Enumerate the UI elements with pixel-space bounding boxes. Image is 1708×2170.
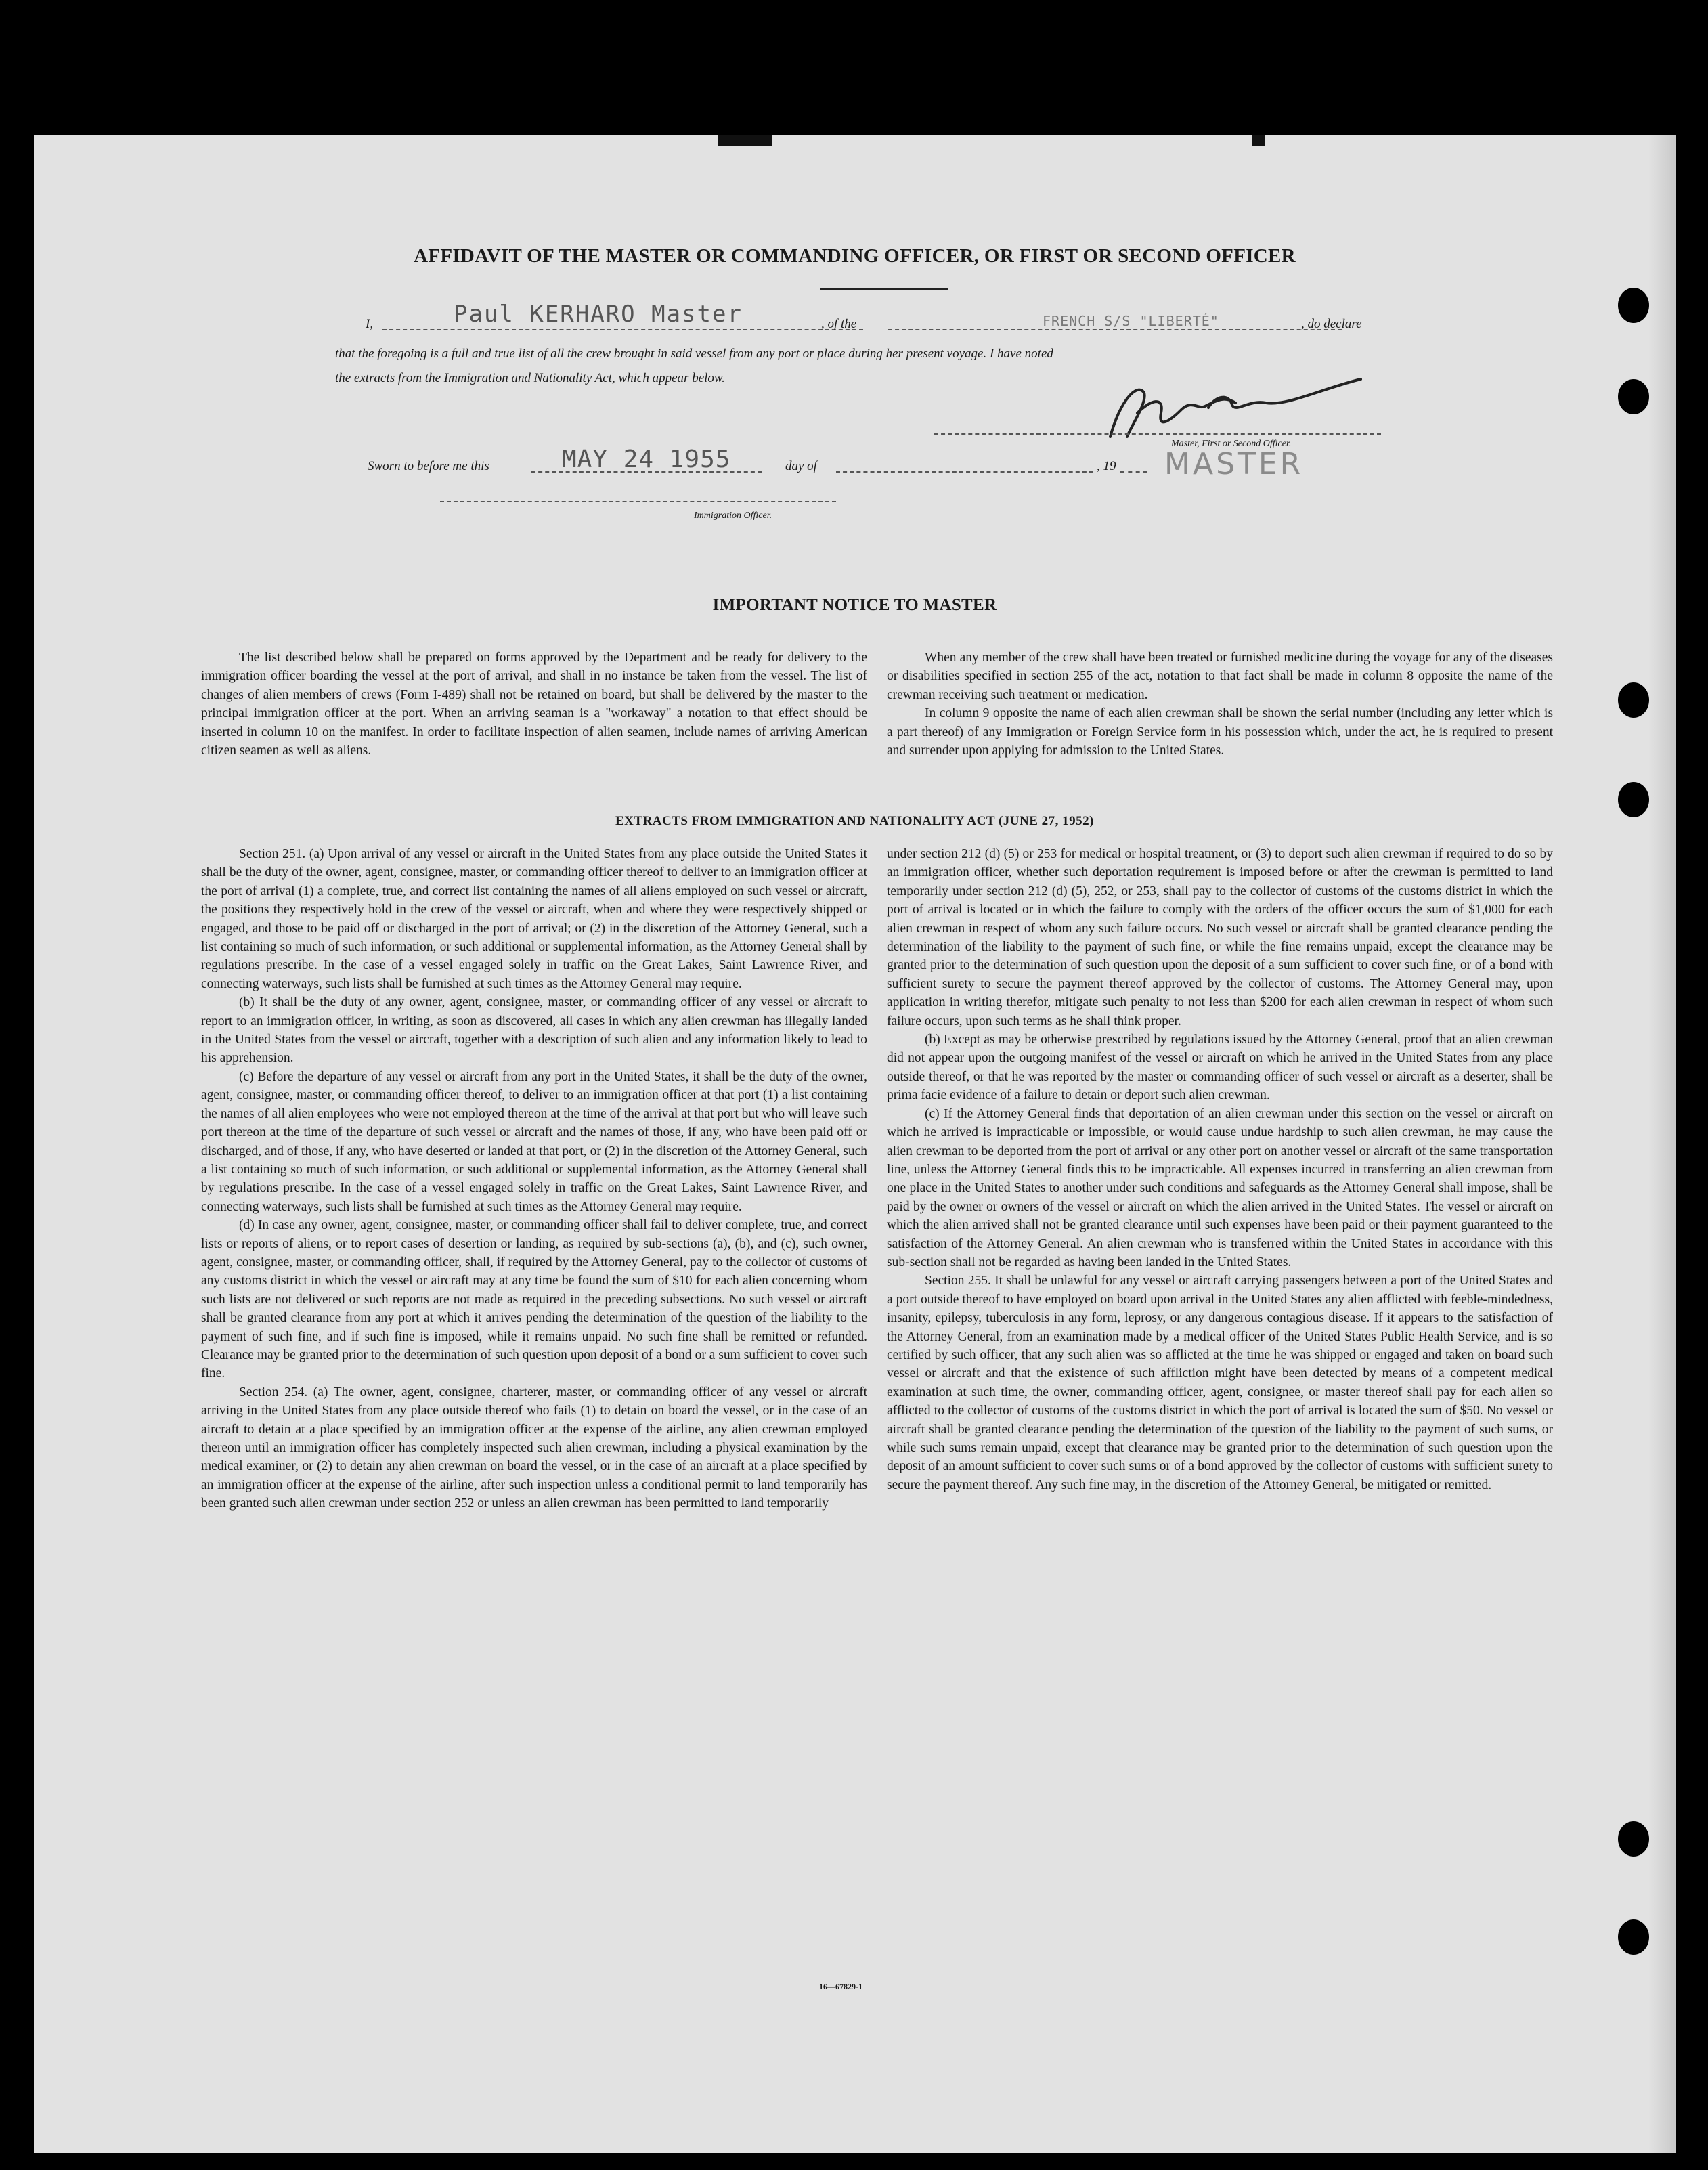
vessel-value: FRENCH S/S "LIBERTÉ" [1043,313,1219,329]
binder-hole-icon [1618,379,1649,414]
notice-paragraph: In column 9 opposite the name of each alien crewman shall be shown the serial number (including any letter which is a part thereof) of any Immigration or Foreign Service form in his possession which, under the act, he is required to present and surrender upon applying for admission to the United States. [887,706,1553,758]
vessel-line [888,329,1342,330]
i-label: I, [366,317,374,331]
document-page [34,135,1676,2153]
binder-hole-icon [1618,1919,1649,1955]
statement-line-2: the extracts from the Immigration and Nationality Act, which appear below. [335,371,725,385]
statement-line-1: that the foregoing is a full and true list of all the crew brought in said vessel from any port or place during her present voyage. I have noted [335,347,1053,361]
extract-paragraph: (b) Except as may be otherwise prescribed by regulations issued by the Attorney General, proof that an alien crewman did not appear upon the outgoing manifest of the vessel or aircraft on which he arrived in the United States from any place outside thereof, or that he was reported by the master or commanding officer of such vessel or aircraft as a deserter, shall be prima facie evidence of a failure to detain or deport such alien crewman. [887,1033,1553,1103]
extracts-right-column [887,845,1553,1494]
extract-paragraph: (c) If the Attorney General finds that deportation of an alien crewman under this section on the vessel or aircraft on which he arrived is impracticable or impossible, or would cause undue hardship to such alien crewman, he may cause the alien crewman to be deported from the port of arrival or any other port on another vessel or aircraft of the same transportation line, unless the Attorney General finds this to be impracticable. All expenses incurred in transferring an alien crewman from one place in the United States to another under such conditions and safeguards as the Attorney General shall impose, shall be paid by the owner or owners of the vessel or aircraft on which the alien arrived in the United States. The vessel or aircraft on which the alien arrived shall not be granted clearance until such expenses have been paid or their payment guaranteed to the satisfaction of the Attorney General. An alien crewman who is transferred within the United States in accordance with this sub-section shall not be regarded as having been landed in the United States. [887,1106,1553,1270]
notice-paragraph: When any member of the crew shall have been treated or furnished medicine during the voyage for any of the diseases or disabilities specified in section 255 of the act, notation to that fact shall be made in column 8 opposite the name of the crewman receiving such treatment or medication. [887,651,1553,702]
affidavit-title: AFFIDAVIT OF THE MASTER OR COMMANDING OFFICER, OR FIRST OR SECOND OFFICER [414,245,1296,267]
notice-left-column [201,649,867,760]
of-the-label: , of the [821,317,857,331]
do-declare-label: , do declare [1301,317,1362,331]
master-signature [1090,372,1374,447]
day-of-label: day of [785,459,817,473]
page-edge-shadow [1648,135,1676,2153]
extract-paragraph: Section 255. It shall be unlawful for any vessel or aircraft carrying passengers between a port of the United States and a port outside thereof to have employed on board upon arrival in the United States any alien afflicted with feeble-mindedness, insanity, epilepsy, tuberculosis in any form, leprosy, or any dangerous contagious disease. If it appears to the satisfaction of the Attorney General, from an examination made by a medical officer of the United States Public Health Service, and is so certified by such officer, that any such alien was so afflicted at the time he was shipped or engaged and taken on board such vessel or aircraft and that the existence of such affliction might have been detected by means of a competent medical examination at such time, the owner, commanding officer, agent, consignee, or master thereof shall pay for each alien so afflicted to the collector of customs of the customs district in which the port of arrival is located the sum of $50. No vessel or aircraft shall be granted clearance pending the determination of the question of the liability to the payment of such sums, or while such sums remain unpaid, except that clearance may be granted prior to the determination of such question upon the deposit of an amount sufficient to cover such sums or of a bond approved by the collector of customs with sufficient surety to secure the payment thereof. Any such fine may, in the discretion of the Attorney General, be mitigated or remitted. [887,1274,1553,1492]
binder-hole-icon [1618,1821,1649,1857]
top-edge-mark [718,135,772,146]
extract-paragraph: under section 212 (d) (5) or 253 for medical or hospital treatment, or (3) to deport such alien crewman if required to do so by an immigration officer, whether such deportation requirement is imposed before or after the crewman is permitted to land temporarily under section 212 (d) (5), 252, or 253, shall pay to the collector of customs of the customs district in which the port of arrival is located or in which the failure to comply with the orders of the officer occurs the sum of $1,000 for each alien crewman in respect of whom any such failure occurs. No such vessel or aircraft shall be granted clearance pending the determination of the liability to the payment of such fine, or while the fine remains unpaid, except the clearance may be granted prior to the determination of such question upon the deposit of a sum sufficient to cover such fine, or of a bond with sufficient surety to secure the payment thereof approved by the collector of customs. The Attorney General may, upon application in writing therefor, mitigate such penalty to not less than $200 for each alien crewman in respect of whom such failure occurs, upon such terms as he shall think proper. [887,847,1553,1028]
extract-paragraph: Section 254. (a) The owner, agent, consignee, charterer, master, or commanding officer of any vessel or aircraft arriving in the United States from any place outside thereof who fails (1) to detain on board the vessel, or in the case of an aircraft to detain at a place specified by an immigration officer at the expense of the airline, any alien crewman employed thereon until an immigration officer has completely inspected such alien crewman, including a physical examination by the medical examiner, or (2) to detain any alien crewman on board the vessel, or in the case of an aircraft at a place specified by an immigration officer at the expense of the airline, after such inspection unless a conditional permit to land temporarily has been granted such alien crewman under section 252 or unless an alien crewman has been permitted to land temporarily [201,1385,867,1511]
title-rule [820,288,948,290]
signature-line [934,433,1381,435]
extracts-left-column [201,845,867,1513]
master-name-value: Paul KERHARO Master [454,301,743,328]
year-line [1120,471,1147,473]
master-stamp: MASTER [1164,447,1304,481]
notice-heading: IMPORTANT NOTICE TO MASTER [712,596,997,614]
sworn-label: Sworn to before me this [368,459,489,473]
notice-paragraph: The list described below shall be prepared on forms approved by the Department and be ready for delivery to the immigration officer boarding the vessel at the port of arrival, and shall in no instance be taken from the vessel. The list of changes of alien members of crews (Form I-489) shall not be retained on board, but shall be delivered by the master to the principal immigration officer at the port. When an arriving seaman is a "workaway" a notation to that effect should be inserted in column 10 on the manifest. In order to facilitate inspection of alien seamen, include names of arriving American citizen seamen as well as aliens. [201,651,867,758]
binder-hole-icon [1618,682,1649,718]
signature-caption: Master, First or Second Officer. [1171,439,1292,449]
top-edge-mark [1252,135,1265,146]
extract-paragraph: (d) In case any owner, agent, consignee, master, or commanding officer shall fail to deliver complete, true, and correct lists or reports of aliens, or to report cases of desertion or landing, as required by sub-sections (a), (b), and (c), such owner, agent, consignee, master, or commanding officer, shall, if required by the Attorney General, pay to the collector of customs of any customs district in which the vessel or aircraft may at any time be found the sum of $10 for each alien concerning whom such lists are not delivered or such reports are not made as required in the preceding subsections. No such vessel or aircraft shall be granted clearance from any port at which it arrives pending the determination of the question of the liability to the payment of such fine, and if such fine is imposed, while it remains unpaid. No such fine shall be remitted or refunded. Clearance may be granted prior to the determination of such question upon deposit of a bond or a sum sufficient to cover such fine. [201,1218,867,1381]
immigration-officer-caption: Immigration Officer. [694,511,772,521]
binder-hole-icon [1618,782,1649,817]
extract-paragraph: (b) It shall be the duty of any owner, agent, consignee, master, or commanding officer of any vessel or aircraft to report to an immigration officer, in writing, as soon as discovered, all cases in which any alien crewman has illegally landed in the United States from the vessel or aircraft, together with a description of such alien and any information likely to lead to his apprehension. [201,995,867,1066]
sworn-date-value: MAY 24 1955 [562,446,731,473]
binder-hole-icon [1618,288,1649,323]
extract-paragraph: (c) Before the departure of any vessel or aircraft from any port in the United States, it shall be the duty of the owner, agent, consignee, master, or commanding officer thereof, to deliver to an immigration officer at that port (1) a list containing the names of all alien employees who were not employed thereon at the time of the arrival at that port but who will leave such port thereon at the time of the departure of such vessel or aircraft and the names of those, if any, who have been paid off or discharged, and of those, if any, who have deserted or landed at that port, or (2) in the discretion of the Attorney General, such a list containing so much of such information, or such additional or supplemental information, as the Attorney General shall by regulations prescribe. In the case of a vessel engaged solely in traffic on the Great Lakes, Saint Lawrence River, and connecting waterways, such lists shall be furnished at such times as the Attorney General may require. [201,1069,867,1214]
name-line [382,329,863,330]
form-number: 16—67829-1 [819,1982,862,1991]
notice-right-column [887,649,1553,760]
immigration-officer-line [440,501,836,502]
month-line [836,471,1093,473]
year-prefix-label: , 19 [1097,459,1116,473]
extracts-heading: EXTRACTS FROM IMMIGRATION AND NATIONALITY ACT (JUNE 27, 1952) [615,814,1094,828]
extract-paragraph: Section 251. (a) Upon arrival of any vessel or aircraft in the United States from any place outside the United States it shall be the duty of the owner, agent, consignee, master, or commanding officer thereof to deliver to an immigration officer at the port of arrival (1) a complete, true, and correct list containing the names of all aliens employed on such vessel or aircraft, the positions they respectively hold in the crew of the vessel or aircraft, when and where they were respectively shipped or engaged, and those to be paid off or discharged in the port of arrival; or (2) in the discretion of the Attorney General, such a list containing so much of such information, or such additional or supplemental information, as the Attorney General shall by regulations prescribe. In the case of a vessel engaged solely in traffic on the Great Lakes, Saint Lawrence River, and connecting waterways, such lists shall be furnished at such times as the Attorney General may require. [201,847,867,991]
